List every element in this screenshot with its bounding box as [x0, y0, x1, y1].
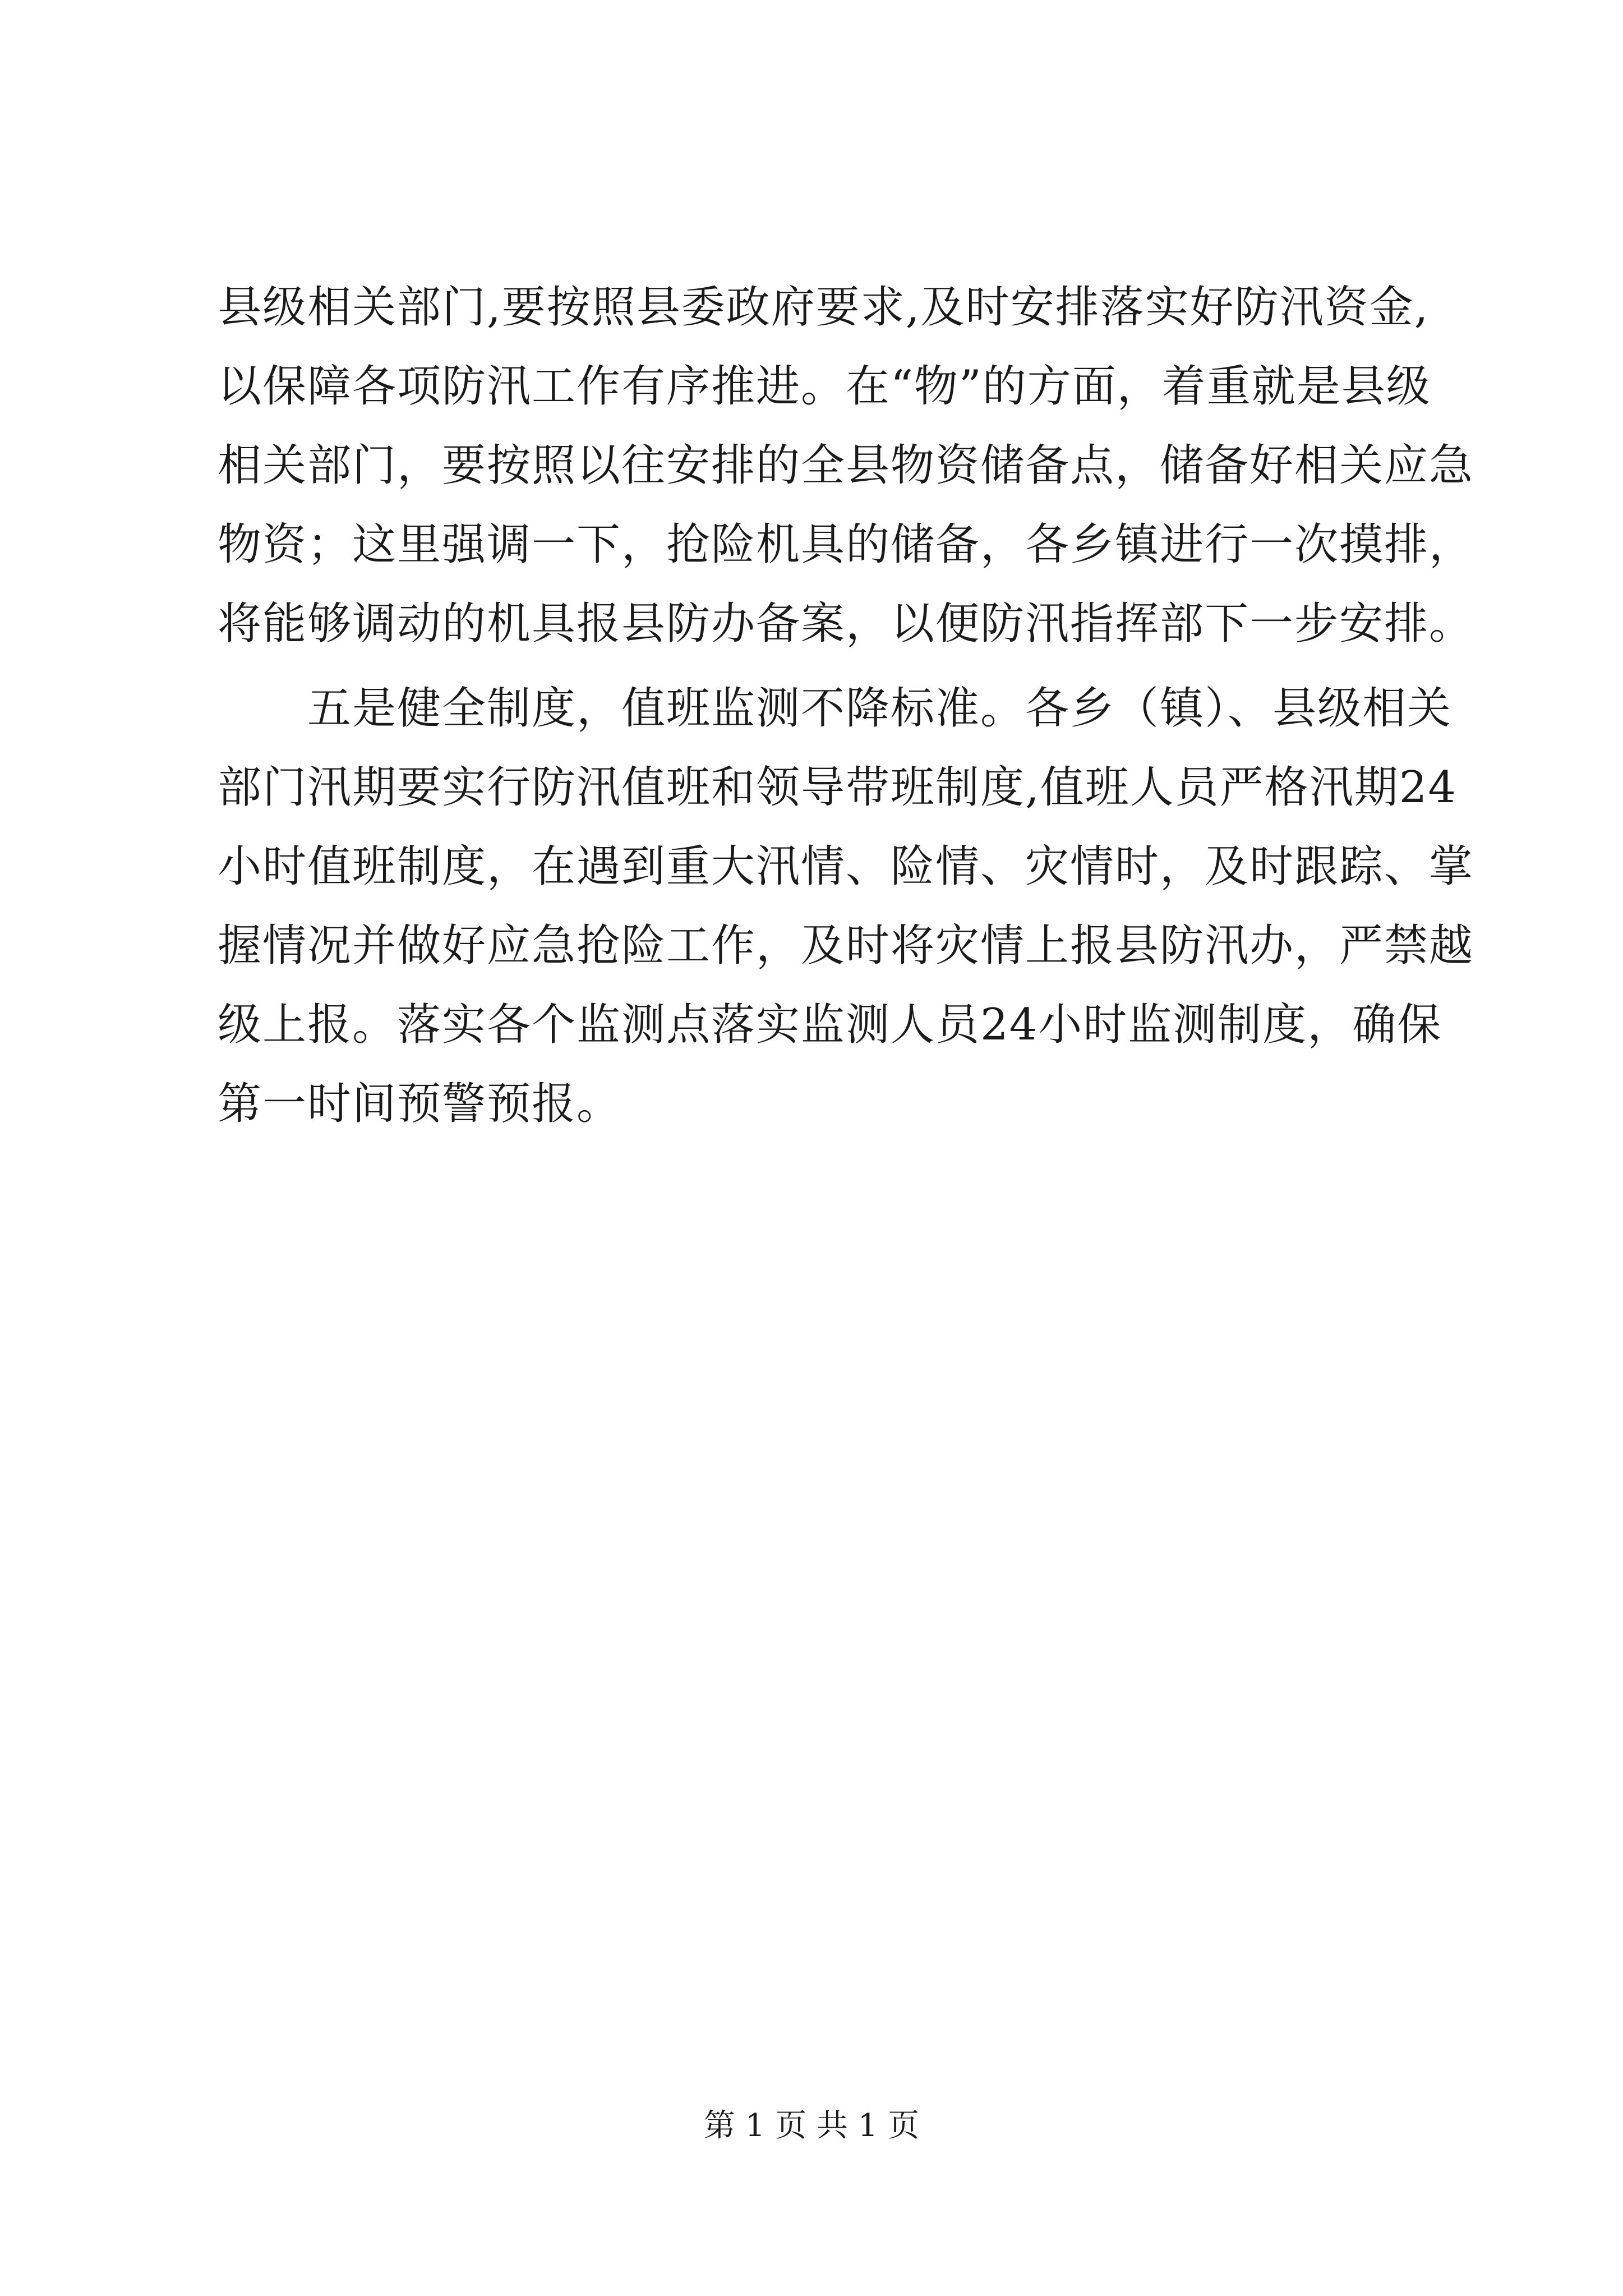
- paragraph-1-line-1: 县级相关部门,要按照县委政府要求,及时安排落实好防汛资金,: [218, 282, 1430, 333]
- paragraph-2-line-4: 握情况并做好应急抢险工作，及时将灾情上报县防汛办，严禁越: [218, 921, 1474, 971]
- paragraph-1-line-4: 物资；这里强调一下，抢险机具的储备，各乡镇进行一次摸排，: [218, 519, 1474, 570]
- paragraph-2-line-6: 第一时间预警预报。: [218, 1079, 622, 1129]
- paragraph-1-line-3: 相关部门，要按照以往安排的全县物资储备点，储备好相关应急: [218, 440, 1474, 491]
- paragraph-1-line-2: 以保障各项防汛工作有序推进。在“物”的方面，着重就是县级: [218, 361, 1431, 412]
- page-footer: [0, 2106, 1623, 2146]
- paragraph-2-line-3: 小时值班制度，在遇到重大汛情、险情、灾情时，及时跟踪、掌: [218, 841, 1474, 892]
- paragraph-2-line-5: 级上报。落实各个监测点落实监测人员24小时监测制度，确保: [218, 1000, 1442, 1050]
- paragraph-2-line-1: 五是健全制度，值班监测不降标准。各乡（镇）、县级相关: [218, 683, 1453, 734]
- paragraph-2-line-2: 部门汛期要实行防汛值班和领导带班制度,值班人员严格汛期24: [218, 762, 1458, 813]
- document-body: [218, 268, 1474, 1144]
- page-number-label: 第 1 页 共 1 页: [703, 2108, 920, 2144]
- paragraph-gap: [218, 664, 1423, 669]
- paragraph-1-line-5: 将能够调动的机具报县防办备案，以便防汛指挥部下一步安排。: [218, 599, 1474, 649]
